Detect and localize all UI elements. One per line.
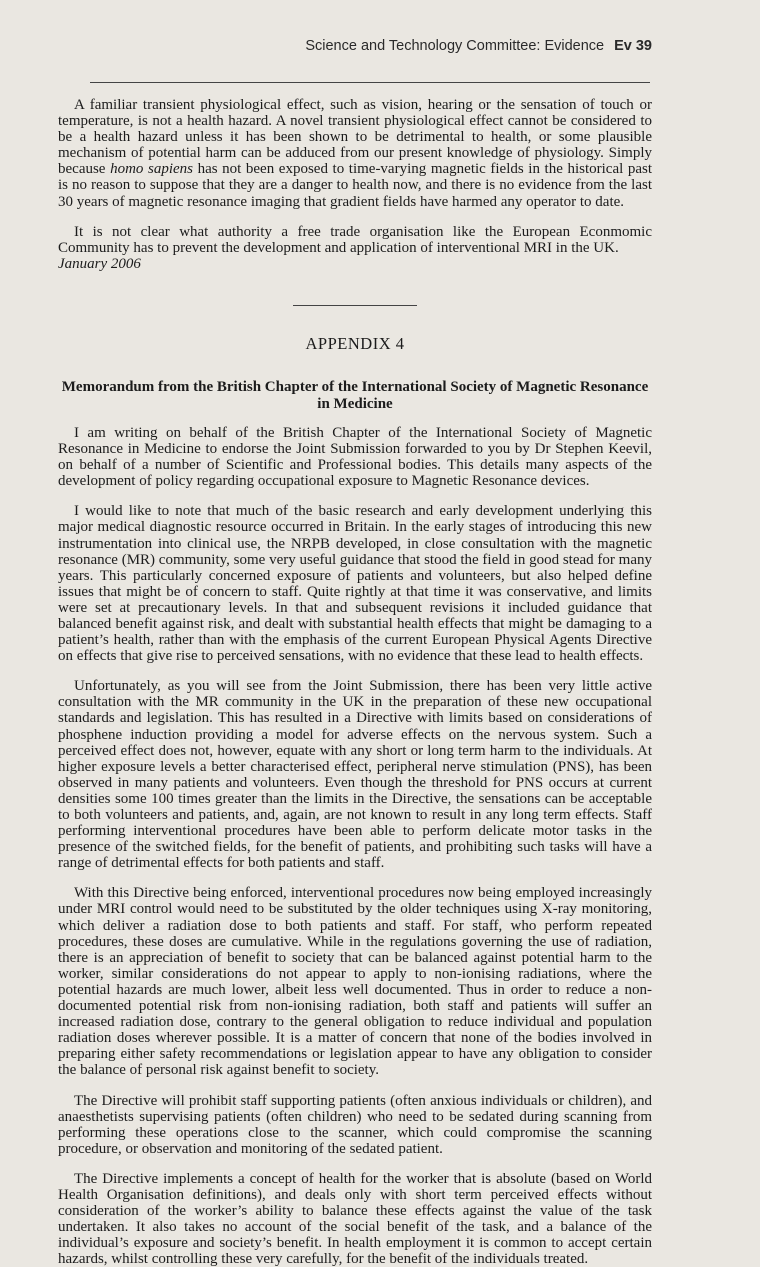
appendix-heading: APPENDIX 4 xyxy=(305,333,405,353)
page-number: Ev 39 xyxy=(614,38,652,54)
running-title: Science and Technology Committee: Evidence xyxy=(305,38,605,54)
intro-paragraph-2: It is not clear what authority a free trade organisation like the European Econmomic Community has to prevent the development and application of interventional MRI in the UK. xyxy=(58,223,652,256)
document-date: January 2006 xyxy=(58,255,141,272)
document-page xyxy=(58,0,653,1267)
document-body xyxy=(58,97,652,1267)
running-header xyxy=(305,38,652,54)
section-divider xyxy=(293,305,417,306)
memorandum-title: Memorandum from the British Chapter of the International Society of Magnetic Resonance in Medicine xyxy=(61,378,649,412)
memo-paragraph-2: I would like to note that much of the basic research and early development underlying this major medical diagnostic resource occurred in Britain. In the early stages of introducing this new instrumentation into clinical use, the NRPB developed, in close consultation with the magnetic resonance (MR) community, some very useful guidance that stood the field in good stead for many years. This particularly concerned exposure of patients and volunteers, but also helped define issues that might be of concern to staff. Quite rightly at that time it was conservative, and limits were set at precautionary levels. In that and subsequent revisions it included guidance that balanced benefit against risk, and dealt with substantial health effects that might be damaging to a patient’s health, rather than with the emphasis of the current European Physical Agents Directive on effects that give rise to perceived sensations, with no evidence that these lead to health effects. xyxy=(58,503,652,665)
intro-paragraph-1: A familiar transient physiological effect, such as vision, hearing or the sensation of touch or temperature, is not a health hazard. A novel transient physiological effect cannot be considered to be a health hazard unless it has been shown to be detrimental to health, or some plausible mechanism of potential harm can be adduced from our present knowledge of physiology. Simply because homo sapiens has not been exposed to time-varying magnetic fields in the historical past is no reason to suppose that they are a danger to health now, and there is no evidence from the last 30 years of magnetic resonance imaging that gradient fields have harmed any operator to date. xyxy=(58,97,653,210)
memo-paragraph-1: I am writing on behalf of the British Chapter of the International Society of Magnetic Resonance in Medicine to endorse the Joint Submission forwarded to you by Dr Stephen Keevil, on behalf of a number of Scientific and Professional bodies. This details many aspects of the development of policy regarding occupational exposure to Magnetic Resonance devices. xyxy=(58,424,652,490)
memo-paragraph-6: The Directive implements a concept of health for the worker that is absolute (based on World Health Organisation definitions), and deals only with short term perceived effects without consideration of the worker’s ability to balance these effects against the value of the task undertaken. It also takes no account of the social benefit of the task, and a balance of the individual’s exposure and society’s benefit. In health employment it is common to accept certain hazards, whilst controlling these very carefully, for the benefit of the individuals treated. xyxy=(58,1170,652,1267)
header-rule xyxy=(90,82,650,83)
memo-paragraph-3: Unfortunately, as you will see from the Joint Submission, there has been very little active consultation with the MR community in the UK in the preparation of these new occupational standards and legislation. This has resulted in a Directive with limits based on considerations of phosphene induction providing a model for adverse effects on the nervous system. Such a perceived effect does not, however, equate with any short or long term harm to the individuals. At higher exposure levels a better characterised effect, peripheral nerve stimulation (PNS), has been observed in many patients and volunteers. Even though the threshold for PNS occurs at current densities some 100 times greater than the limits in the Directive, the sensations can be acceptable to both volunteers and patients, and, again, are not known to result in any long term effects. Staff performing interventional procedures have been able to perform delicate motor tasks in the presence of the switched fields, for the benefit of patients, and prohibiting such tasks will have a range of detrimental effects for both patients and staff. xyxy=(58,678,652,872)
memo-paragraph-4: With this Directive being enforced, interventional procedures now being employed increasingly under MRI control would need to be substituted by the older techniques using X-ray monitoring, which deliver a radiation dose to both patients and staff. For staff, who perform repeated procedures, these doses are cumulative. While in the regulations governing the use of radiation, there is an appreciation of benefit to society that can be balanced against potential harm to the worker, similar considerations do not appear to apply to non-ionising radiations, where the potential hazards are much lower, albeit less well documented. Thus in order to reduce a non-documented potential risk from non-ionising radiation, both staff and patients will suffer an increased radiation dose, contrary to the general obligation to reduce individual and population radiation doses wherever possible. It is a matter of concern that none of the bodies involved in preparing either safety recommendations or legislation appear to have any obligation to consider the balance of personal risk against benefit to society. xyxy=(58,885,652,1079)
memo-paragraph-5: The Directive will prohibit staff supporting patients (often anxious individuals or children), and anaesthetists supervising patients (often children) who need to be sedated during scanning from performing these operations close to the scanner, which could compromise the scanning procedure, or observation and monitoring of the sedated patient. xyxy=(58,1092,652,1157)
italic-term: homo sapiens xyxy=(110,161,193,178)
